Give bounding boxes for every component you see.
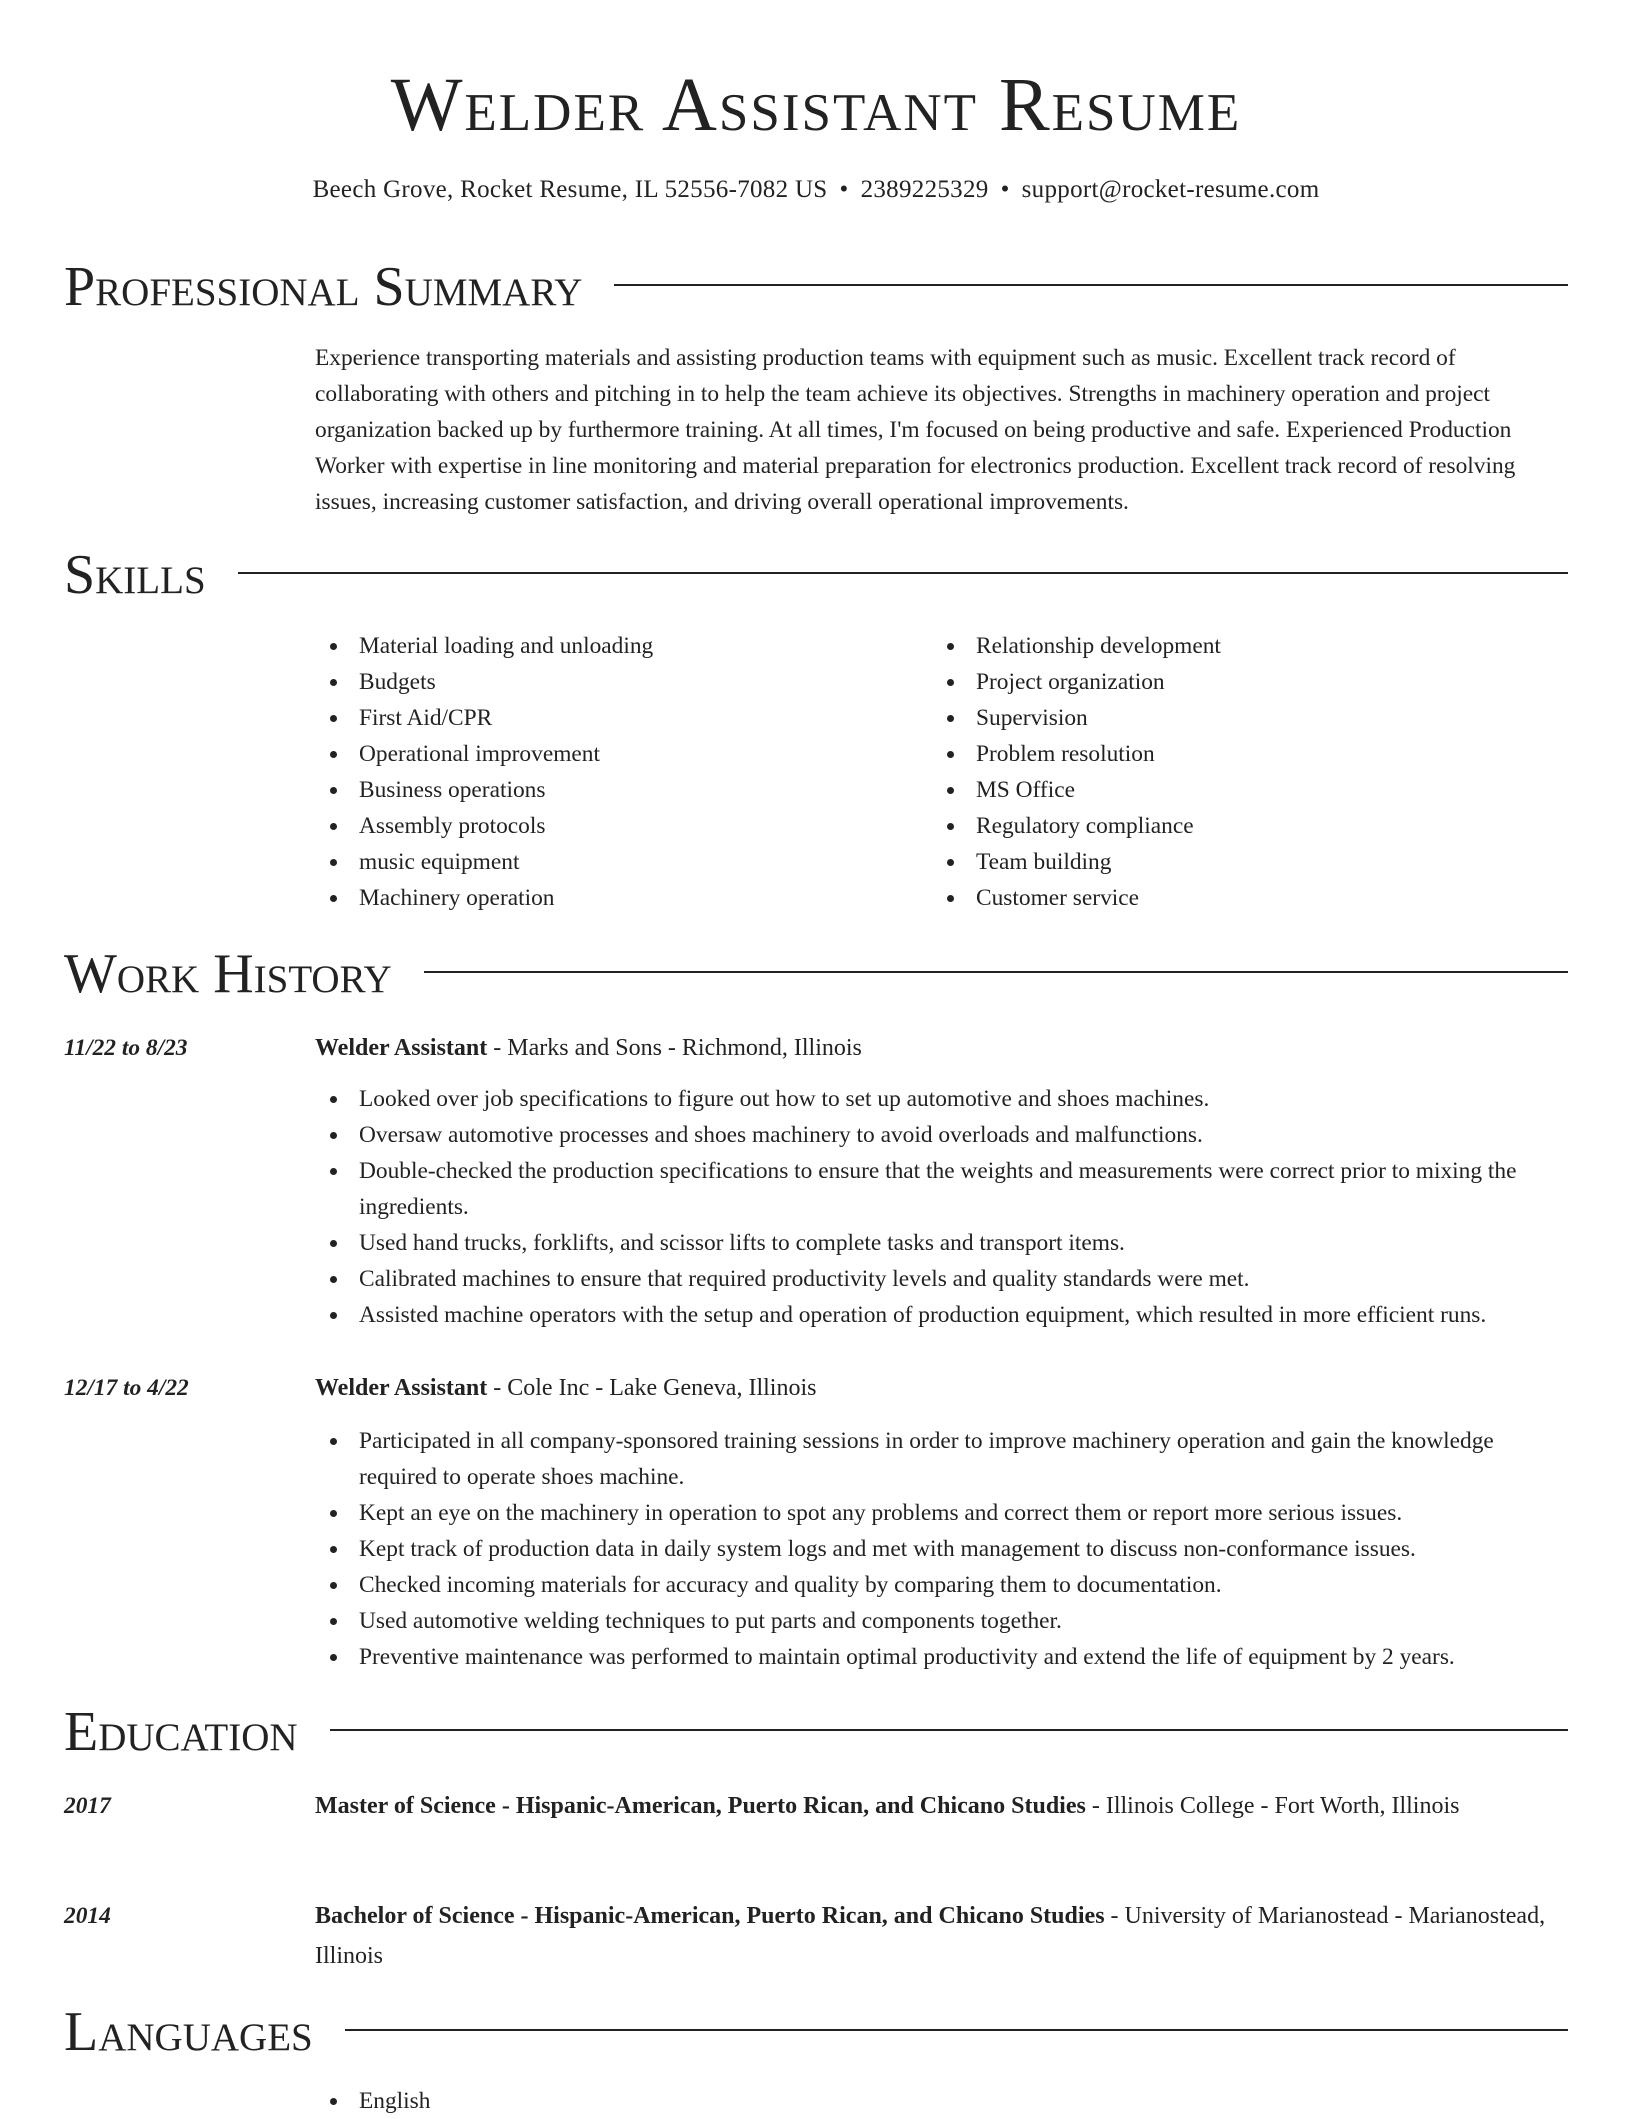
resume-title: Welder Assistant Resume (390, 63, 1242, 147)
job-header (315, 1028, 1568, 1068)
education-details: - Illinois College - Fort Worth, Illinois (1085, 1793, 1460, 1819)
job-header (315, 1368, 1568, 1408)
skill-item: Supervision (932, 700, 1552, 736)
job-bullet: Looked over job specifications to figure out how to set up automotive and shoes machines. (315, 1081, 1568, 1117)
section-title-skills: Skills (64, 544, 206, 606)
skill-item: Team building (932, 844, 1552, 880)
contact-separator: • (839, 176, 849, 203)
skill-item: First Aid/CPR (315, 700, 895, 736)
job-bullets (315, 1081, 1568, 1333)
contact-address: Beech Grove, Rocket Resume, IL 52556-7082 US (312, 176, 828, 203)
skill-item: Assembly protocols (315, 808, 895, 844)
skill-item: Operational improvement (315, 736, 895, 772)
skill-item: Business operations (315, 772, 895, 808)
education-year: 2017 (64, 1793, 111, 1819)
job-bullet: Kept an eye on the machinery in operation to spot any problems and correct them or report more serious issues. (315, 1495, 1568, 1531)
skills-list-left (315, 628, 895, 916)
skill-item: Material loading and unloading (315, 628, 895, 664)
skill-item: Machinery operation (315, 880, 895, 916)
section-title-languages: Languages (64, 2001, 313, 2063)
section-divider (330, 1729, 1568, 1731)
education-entry (315, 1786, 1568, 1826)
skill-item: Regulatory compliance (932, 808, 1552, 844)
section-header-skills (64, 539, 1568, 611)
job-bullet: Oversaw automotive processes and shoes machinery to avoid overloads and malfunctions. (315, 1117, 1568, 1153)
job-bullet: Kept track of production data in daily system logs and met with management to discuss non-conformance issues. (315, 1531, 1568, 1567)
contact-email: support@rocket-resume.com (1021, 176, 1320, 203)
job-bullet: Preventive maintenance was performed to maintain optimal productivity and extend the life of equipment by 2 years. (315, 1639, 1568, 1675)
skill-item: music equipment (315, 844, 895, 880)
contact-phone: 2389225329 (860, 176, 989, 203)
skill-item: Customer service (932, 880, 1552, 916)
job-bullet: Participated in all company-sponsored training sessions in order to improve machinery operation and gain the knowledge required to operate shoes machine. (315, 1423, 1568, 1495)
section-title-education: Education (64, 1701, 298, 1763)
job-bullet: Assisted machine operators with the setup and operation of production equipment, which resulted in more efficient runs. (315, 1297, 1568, 1333)
education-degree: Master of Science - Hispanic-American, Puerto Rican, and Chicano Studies (315, 1793, 1086, 1819)
contact-separator: • (1000, 176, 1010, 203)
section-divider (424, 971, 1568, 973)
education-entry (315, 1896, 1568, 1976)
section-divider (345, 2029, 1568, 2031)
section-divider (614, 284, 1568, 286)
section-header-education (64, 1696, 1568, 1768)
education-year: 2014 (64, 1903, 111, 1929)
job-bullet: Double-checked the production specifications to ensure that the weights and measurements were correct prior to mixing the ingredients. (315, 1153, 1568, 1225)
job-dates: 12/17 to 4/22 (64, 1375, 189, 1401)
section-header-languages (64, 1996, 1568, 2068)
summary-text: Experience transporting materials and assisting production teams with equipment such as music. Excellent track record of collaborating with others and pitching in to help the team achieve its objectives. Strengths in machinery operation and project organization backed up by furthermore training. At all times, I'm focused on being productive and safe. Experienced Production Worker with expertise in line monitoring and material preparation for electronics production. Excellent track record of resolving issues, increasing customer satisfaction, and driving overall operational improvements. (315, 345, 1516, 515)
job-bullets (315, 1423, 1568, 1675)
skill-item: Problem resolution (932, 736, 1552, 772)
job-bullet: Checked incoming materials for accuracy and quality by comparing them to documentation. (315, 1567, 1568, 1603)
skill-item: MS Office (932, 772, 1552, 808)
skill-item: Budgets (315, 664, 895, 700)
skill-item: Relationship development (932, 628, 1552, 664)
job-bullet: Calibrated machines to ensure that required productivity levels and quality standards were met. (315, 1261, 1568, 1297)
section-header-work-history (64, 938, 1568, 1010)
section-title-work-history: Work History (64, 943, 392, 1005)
contact-line (0, 172, 1632, 208)
job-title: Welder Assistant (315, 1375, 488, 1401)
job-details: - Cole Inc - Lake Geneva, Illinois (487, 1375, 817, 1401)
skills-list-right (932, 628, 1552, 916)
skill-item: Project organization (932, 664, 1552, 700)
languages-list (315, 2083, 915, 2119)
job-title: Welder Assistant (315, 1035, 488, 1061)
section-divider (238, 572, 1568, 574)
job-dates: 11/22 to 8/23 (64, 1035, 188, 1061)
education-details: - University of Marianostead - Marianostead, Illinois (315, 1903, 1546, 1969)
section-title-summary: Professional Summary (64, 256, 583, 318)
job-bullet: Used automotive welding techniques to put parts and components together. (315, 1603, 1568, 1639)
job-details: - Marks and Sons - Richmond, Illinois (487, 1035, 862, 1061)
section-header-summary (64, 251, 1568, 323)
education-degree: Bachelor of Science - Hispanic-American, Puerto Rican, and Chicano Studies (315, 1903, 1105, 1929)
language-item: English (315, 2083, 915, 2119)
job-bullet: Used hand trucks, forklifts, and scissor lifts to complete tasks and transport items. (315, 1225, 1568, 1261)
